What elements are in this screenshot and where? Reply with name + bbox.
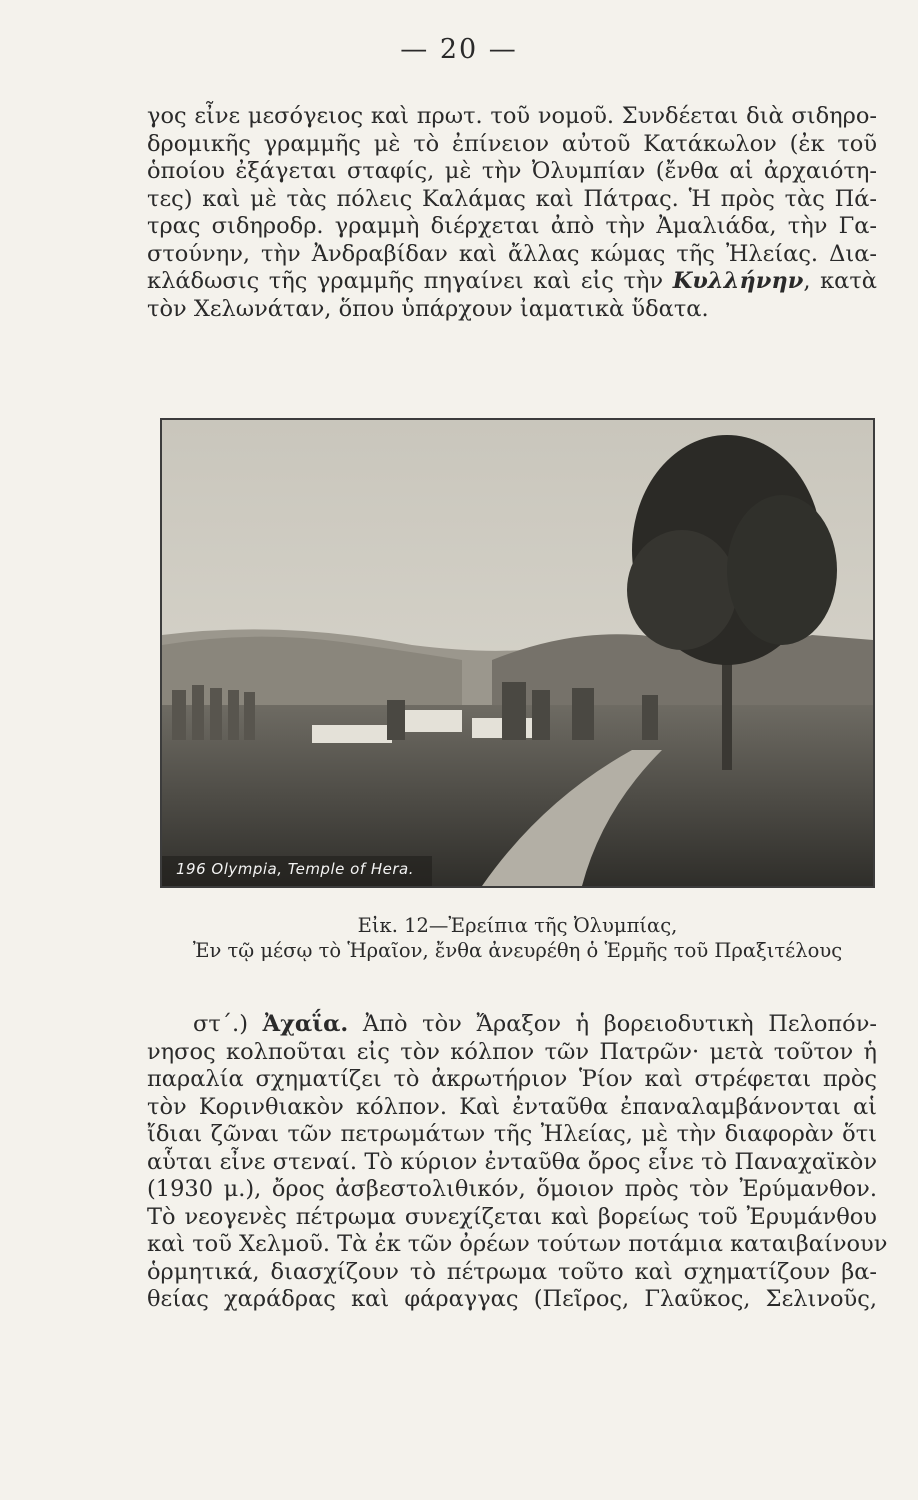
text-line: ἴδιαι ζῶναι τῶν πετρωμάτων τῆς Ἠλείας, μὲ τὴν διαφορὰν ὅτι	[147, 1121, 877, 1147]
text-line: (1930 μ.), ὄρος ἀσβεστολιθικόν, ὅμοιον πρὸς τὸν Ἐρύμανθον.	[147, 1176, 877, 1202]
text-line: δρομικῆς γραμμῆς μὲ τὸ ἐπίνειον αὐτοῦ Κατάκωλον (ἐκ τοῦ	[147, 130, 877, 157]
section-number: στ΄.)	[193, 1011, 263, 1037]
text-line: καὶ τοῦ Χελμοῦ. Τὰ ἐκ τῶν ὀρέων τούτων ποτάμια καταιβαίνουν	[147, 1231, 888, 1257]
text-line: τες) καὶ μὲ τὰς πόλεις Καλάμας καὶ Πάτρας. Ἡ πρὸς τὰς Πά-	[147, 185, 877, 212]
paragraph-ileia	[147, 103, 877, 323]
text-line: νησος κολποῦται εἰς τὸν κόλπον τῶν Πατρῶν· μετὰ τοῦτον ἡ	[147, 1038, 877, 1065]
text-line: Τὸ νεογενὲς πέτρωμα συνεχίζεται καὶ βορείως τοῦ Ἐρυμάνθου	[147, 1203, 877, 1230]
section-heading: Ἀχαΐα.	[262, 1011, 349, 1037]
text-line: παραλία σχηματίζει τὸ ἀκρωτήριον Ῥίον καὶ στρέφεται πρὸς	[147, 1066, 877, 1092]
text-fragment: κλάδωσις τῆς γραμμῆς πηγαίνει καὶ εἰς τὴν	[147, 268, 673, 294]
text-line	[147, 268, 877, 296]
place-name-kyllini: Κυλλήνην	[672, 268, 804, 294]
paragraph-achaia	[147, 1011, 888, 1314]
text-line: τὸν Κορινθιακὸν κόλπον. Καὶ ἐνταῦθα ἐπαναλαμβάνονται αἱ	[147, 1093, 877, 1120]
text-line: ὁρμητικά, διασχίζουν τὸ πέτρωμα τοῦτο καὶ σχηματίζουν βα-	[147, 1258, 877, 1285]
photo-label: 196 Olympia, Temple of Hera.	[176, 860, 414, 878]
text-line: γος εἶνε μεσόγειος καὶ πρωτ. τοῦ νομοῦ. Συνδέεται διὰ σιδηρο-	[147, 103, 877, 129]
text-fragment: , κατὰ	[803, 268, 877, 294]
text-line	[147, 1011, 877, 1039]
text-line: θείας χαράδρας καὶ φάραγγας (Πεῖρος, Γλαῦκος, Σελινοῦς,	[147, 1286, 877, 1312]
text-line: ὁποίου ἐξάγεται σταφίς, μὲ τὴν Ὀλυμπίαν (ἔνθα αἱ ἀρχαιότη-	[147, 158, 877, 184]
text-line: τρας σιδηροδρ. γραμμὴ διέρχεται ἀπὸ τὴν Ἀμαλιάδα, τὴν Γα-	[147, 213, 877, 239]
olympia-photo	[160, 418, 875, 888]
text-line: αὗται εἶνε στεναί. Τὸ κύριον ἐνταῦθα ὄρος εἶνε τὸ Παναχαϊκὸν	[147, 1148, 877, 1175]
text-line: στούνην, τὴν Ἀνδραβίδαν καὶ ἄλλας κώμας τῆς Ἠλείας. Δια-	[147, 240, 877, 267]
text-fragment: Ἀπὸ τὸν Ἄραξον ἡ βορειοδυτικὴ Πελοπόν-	[348, 1011, 877, 1037]
photo-illustration	[162, 420, 873, 886]
figure-caption-description: Ἐν τῷ μέσῳ τὸ Ἡραῖον, ἔνθα ἀνευρέθη ὁ Ἑρμῆς τοῦ Πραξιτέλους	[192, 939, 843, 962]
figure-caption-title: Εἰκ. 12—Ἐρείπια τῆς Ὀλυμπίας,	[357, 914, 678, 937]
page-number: — 20 —	[400, 34, 518, 65]
text-line: τὸν Χελωνάταν, ὅπου ὑπάρχουν ἰαματικὰ ὕδατα.	[147, 295, 709, 322]
